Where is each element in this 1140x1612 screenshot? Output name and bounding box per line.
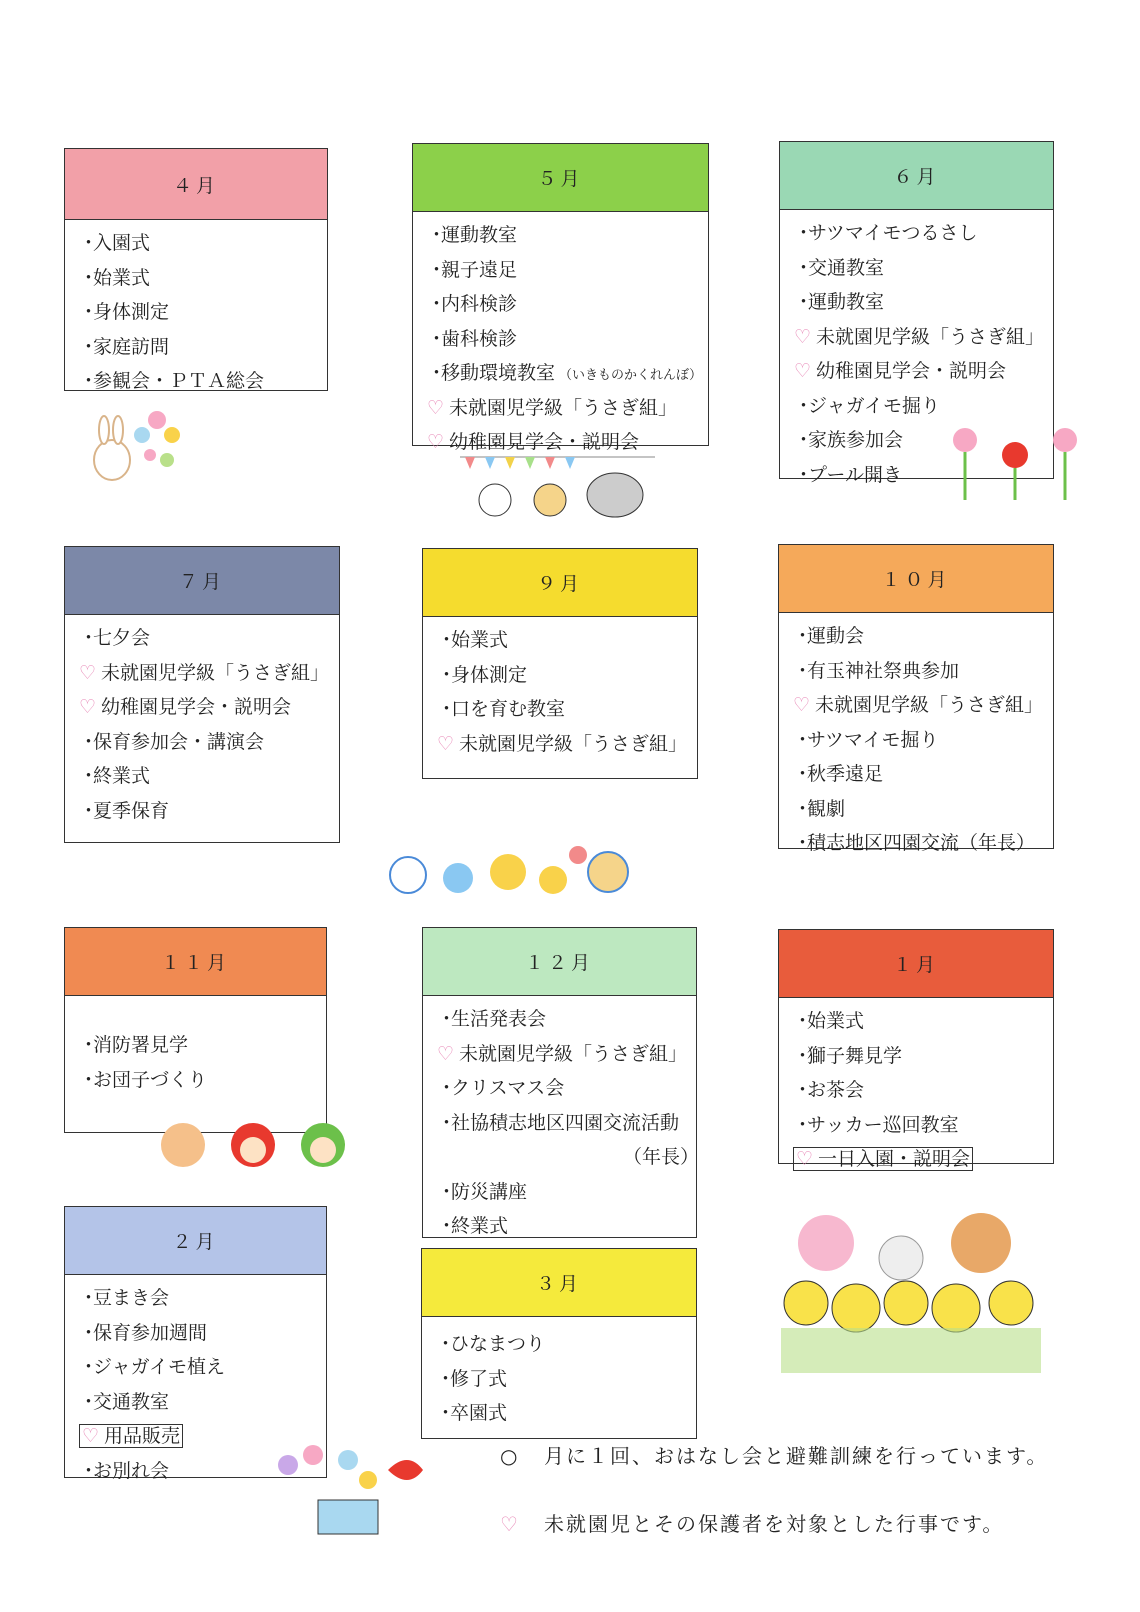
list-item: ・ジャガイモ植え xyxy=(79,1356,226,1378)
month-header-april: ４月 xyxy=(65,149,327,220)
list-item: ・終業式 xyxy=(437,1215,509,1237)
month-box-september xyxy=(422,548,698,779)
note-monthly: ○ 月に１回、おはなし会と避難訓練を行っています。 xyxy=(500,1444,1049,1468)
list-item: ・プール開き xyxy=(794,463,903,486)
list-item: ・内科検診 xyxy=(427,293,518,315)
month-box-december xyxy=(422,927,700,1238)
month-box-october xyxy=(778,544,1054,854)
event-list-march xyxy=(422,1317,696,1431)
list-item: ♡ 未就園児学級「うさぎ組」 xyxy=(437,727,697,762)
month-box-february xyxy=(64,1206,327,1482)
list-item: ・修了式 xyxy=(436,1367,508,1390)
month-header-june: ６月 xyxy=(780,142,1053,210)
list-item: ・消防署見学 xyxy=(79,1034,189,1056)
list-item: ・サツマイモ掘り xyxy=(793,728,939,751)
list-item: ・ジャガイモ掘り xyxy=(794,394,941,417)
list-item: ・観劇 xyxy=(793,797,846,820)
heart-icon: ♡ xyxy=(794,360,812,382)
list-item: ・入園式 xyxy=(79,232,151,254)
list-item: ・交通教室 xyxy=(79,1390,170,1413)
list-item: ・始業式 xyxy=(437,629,509,651)
list-item: ♡ 未就園児学級「うさぎ組」 xyxy=(793,688,1053,723)
list-item: ・親子遠足 xyxy=(427,258,518,281)
bunny-flowers-illustration xyxy=(72,400,192,500)
list-item: ♡ 未就園児学級「うさぎ組」 xyxy=(79,656,339,691)
event-list-may xyxy=(413,212,708,460)
month-box-january xyxy=(778,929,1054,1170)
list-item: ♡ 幼稚園見学会・説明会 xyxy=(79,690,339,725)
list-item: ・始業式 xyxy=(793,1010,865,1032)
list-item: （年長） xyxy=(623,1146,700,1168)
list-item: ・交通教室 xyxy=(794,256,885,279)
month-box-may xyxy=(412,143,709,453)
month-box-july xyxy=(64,546,340,843)
list-item: ♡ 用品販売 xyxy=(79,1419,326,1454)
flower-pot-illustration xyxy=(268,1440,438,1536)
heart-icon: ♡ xyxy=(79,696,97,718)
list-item: ・始業式 xyxy=(79,266,151,289)
list-item: ・お茶会 xyxy=(793,1079,865,1101)
list-item: ♡ 幼稚園見学会・説明会 xyxy=(794,354,1053,389)
heart-icon: ♡ xyxy=(437,732,455,755)
month-header-december: １２月 xyxy=(423,928,696,996)
list-item: ・卒園式 xyxy=(436,1402,508,1424)
event-list-december xyxy=(423,996,700,1244)
list-item: ・七夕会 xyxy=(79,627,151,649)
list-item: ・保育参加会・講演会 xyxy=(79,730,265,753)
heart-icon: ♡ xyxy=(79,661,97,684)
list-item: ・運動会 xyxy=(793,625,865,647)
event-list-july xyxy=(65,615,339,828)
tulips-illustration xyxy=(940,415,1090,505)
event-list-april xyxy=(65,220,327,399)
animals-garland-illustration xyxy=(455,445,665,545)
month-box-november xyxy=(64,927,327,1133)
month-box-march xyxy=(421,1248,697,1439)
month-header-october: １０月 xyxy=(779,545,1053,613)
list-item: ・口を育む教室 xyxy=(437,698,566,720)
list-item: ・お別れ会 xyxy=(79,1459,170,1482)
list-item: ・ひなまつり xyxy=(436,1333,546,1355)
list-item: ・有玉神社祭典参加 xyxy=(793,659,960,682)
heart-icon: ♡ xyxy=(427,396,445,419)
list-item: ・歯科検診 xyxy=(427,327,518,350)
list-item: ・お団子づくり xyxy=(79,1068,208,1091)
list-item: ・豆まき会 xyxy=(79,1287,170,1309)
list-item: ・運動教室 xyxy=(427,224,518,246)
heart-icon: ♡ xyxy=(796,1148,814,1170)
month-header-march: ３月 xyxy=(422,1249,696,1317)
heart-icon: ♡ xyxy=(82,1425,100,1447)
heart-icon: ♡ xyxy=(794,325,812,348)
list-item: ・家族参加会 xyxy=(794,429,904,451)
list-item: ♡ 未就園児学級「うさぎ組」 xyxy=(794,320,1053,355)
list-item: ・獅子舞見学 xyxy=(793,1044,903,1067)
list-item: ♡ 幼稚園見学会・説明会 xyxy=(427,425,708,460)
event-list-september xyxy=(423,617,697,761)
list-item: ・身体測定 xyxy=(437,663,528,686)
children-costumes-illustration xyxy=(148,1105,363,1200)
list-item: ♡ 未就園児学級「うさぎ組」 xyxy=(427,391,708,426)
heart-icon: ♡ xyxy=(500,1512,520,1536)
list-item: ♡ 一日入園・説明会 xyxy=(793,1142,1053,1177)
list-item: ・移動環境教室 （いきものかくれんぼ） xyxy=(427,362,703,384)
event-list-october xyxy=(779,613,1053,861)
list-item: ・秋季遠足 xyxy=(793,763,884,785)
list-item: ・家庭訪問 xyxy=(79,335,170,358)
heart-icon: ♡ xyxy=(793,694,811,716)
list-item: ・サツマイモつるさし xyxy=(794,222,978,244)
event-list-january xyxy=(779,998,1053,1177)
list-item: ・防災講座 xyxy=(437,1180,528,1203)
month-header-february: ２月 xyxy=(65,1207,326,1275)
list-item: ・身体測定 xyxy=(79,301,170,323)
list-item: ・夏季保育 xyxy=(79,799,170,822)
month-header-july: ７月 xyxy=(65,547,339,615)
month-header-january: １月 xyxy=(779,930,1053,998)
list-item: ・社協積志地区四園交流活動 xyxy=(437,1111,680,1134)
list-item: ・終業式 xyxy=(79,765,151,787)
note-heart: ♡ 未就園児とその保護者を対象とした行事です。 xyxy=(500,1512,1005,1536)
rape-blossom-animals-illustration xyxy=(776,1198,1046,1378)
list-item: ・参観会・ＰＴＡ総会 xyxy=(79,370,265,392)
month-header-may: ５月 xyxy=(413,144,708,212)
heart-icon: ♡ xyxy=(427,431,445,453)
list-item: ・生活発表会 xyxy=(437,1008,547,1030)
month-header-september: ９月 xyxy=(423,549,697,617)
event-list-november xyxy=(65,996,326,1097)
list-item: ・運動教室 xyxy=(794,291,885,313)
month-box-april xyxy=(64,148,328,391)
heart-icon: ♡ xyxy=(437,1042,455,1065)
list-item: ・保育参加週間 xyxy=(79,1321,208,1344)
circle-icon: ○ xyxy=(500,1444,520,1468)
list-item: ・サッカー巡回教室 xyxy=(793,1113,959,1136)
list-item: ・クリスマス会 xyxy=(437,1077,565,1099)
swimming-animals-illustration xyxy=(378,830,648,910)
list-item: ♡ 未就園児学級「うさぎ組」 xyxy=(437,1037,696,1072)
list-item: ・積志地区四園交流（年長） xyxy=(793,832,1036,854)
month-header-november: １１月 xyxy=(65,928,326,996)
